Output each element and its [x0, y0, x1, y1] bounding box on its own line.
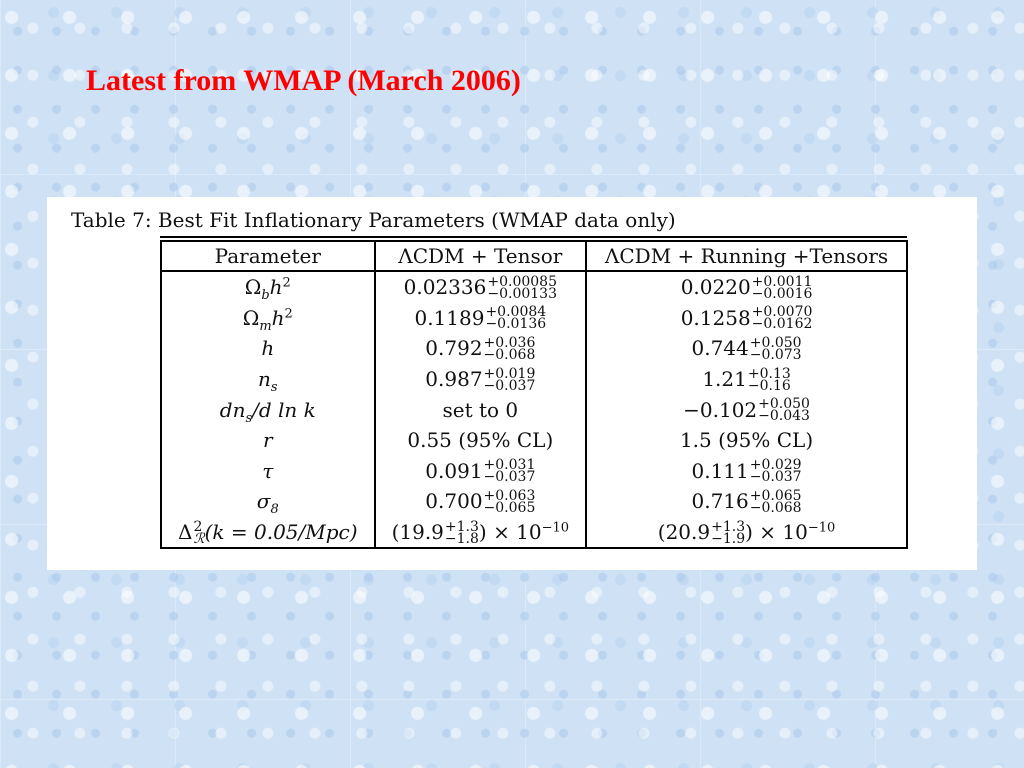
table-row: [161, 517, 907, 549]
cell-lcdm-tensor: [375, 303, 587, 334]
value-upper-error: +0.019: [483, 365, 536, 382]
cell-lcdm-running-tensors: [586, 486, 907, 517]
value-upper-error: +0.13: [747, 365, 791, 382]
value-lower-error: −1.9: [711, 530, 746, 547]
cell-parameter: [161, 271, 375, 303]
value-lower-error: −0.00133: [487, 285, 557, 302]
value-uncertainty: [749, 487, 802, 516]
cell-lcdm-tensor: [375, 517, 587, 549]
header-lcdm-tensor: ΛCDM + Tensor: [375, 241, 587, 271]
table-row: [161, 333, 907, 364]
value-prefix: (20.9: [657, 520, 711, 545]
value-text: 1.5 (95% CL): [679, 428, 814, 453]
param-symbol: r: [262, 428, 273, 453]
value-upper-error: +0.00085: [487, 273, 557, 290]
value-upper-error: +1.3: [711, 518, 746, 535]
cell-lcdm-tensor: [375, 456, 587, 487]
parameters-table: [160, 240, 908, 549]
header-lcdm-running-tensors: ΛCDM + Running +Tensors: [586, 241, 907, 271]
param-superscript: 2: [193, 518, 203, 535]
value-prefix: (19.9: [391, 520, 444, 545]
value-lower-error: −0.043: [758, 408, 810, 425]
value-upper-error: +0.065: [749, 487, 802, 504]
value-lower-error: −0.068: [749, 499, 802, 516]
cell-lcdm-tensor: [375, 271, 587, 303]
table-row: [161, 271, 907, 303]
cell-parameter: [161, 364, 375, 395]
param-subscript: ℛ: [193, 530, 205, 547]
value-upper-error: +0.029: [749, 457, 802, 474]
table-row: [161, 456, 907, 487]
param-subscript: s: [270, 380, 278, 396]
value-lower-error: −0.065: [483, 499, 536, 516]
value-lower-error: −0.0162: [751, 316, 813, 333]
value-suffix: ) × 10: [745, 520, 808, 545]
value-lower-error: −0.0016: [751, 285, 813, 302]
value-central: 0.716: [691, 489, 749, 514]
table-row: [161, 364, 907, 395]
value-uncertainty: [444, 518, 479, 547]
cell-parameter: [161, 486, 375, 517]
value-central: −0.102: [683, 397, 758, 422]
param-rest: h: [271, 305, 285, 330]
value-lower-error: −0.073: [749, 346, 802, 363]
table-caption: Table 7: Best Fit Inflationary Parameters (WMAP data only): [71, 208, 676, 232]
value-central: 0.091: [425, 458, 483, 483]
cell-parameter: [161, 517, 375, 549]
cell-parameter: [161, 456, 375, 487]
value-upper-error: +0.050: [758, 396, 810, 413]
param-subscript: m: [259, 318, 272, 334]
value-lower-error: −0.16: [747, 377, 791, 394]
param-rest: (k = 0.05/Mpc): [204, 520, 358, 545]
cell-lcdm-tensor: [375, 394, 587, 425]
value-lower-error: −0.068: [483, 346, 536, 363]
value-uncertainty: [711, 518, 746, 547]
value-uncertainty: [483, 487, 536, 516]
param-symbol: Ω: [242, 305, 260, 330]
value-central: 0.0220: [680, 275, 751, 300]
value-upper-error: +0.0084: [485, 304, 547, 321]
param-symbol: Ω: [244, 275, 262, 300]
value-lower-error: −0.037: [483, 469, 536, 486]
value-uncertainty: [749, 457, 802, 486]
cell-parameter: [161, 333, 375, 364]
value-exponent: −10: [807, 520, 836, 536]
param-subscript: b: [261, 288, 270, 304]
value-exponent: −10: [541, 520, 570, 536]
value-uncertainty: [483, 457, 536, 486]
value-upper-error: +0.036: [483, 334, 536, 351]
param-subscript: s: [245, 410, 253, 426]
value-uncertainty: [751, 273, 813, 302]
cell-lcdm-running-tensors: [586, 517, 907, 549]
value-central: 0.744: [691, 336, 749, 361]
param-subscript: 8: [270, 502, 279, 518]
table-row: [161, 394, 907, 425]
param-symbol: τ: [262, 458, 274, 483]
cell-parameter: [161, 425, 375, 456]
value-central: 0.1258: [680, 305, 751, 330]
cell-lcdm-tensor: [375, 425, 587, 456]
value-uncertainty: [751, 304, 813, 333]
table-row: [161, 486, 907, 517]
param-superscript: 2: [284, 306, 293, 322]
value-text: 0.55 (95% CL): [407, 428, 554, 453]
cell-lcdm-running-tensors: [586, 271, 907, 303]
value-central: 0.111: [691, 458, 749, 483]
value-lower-error: −1.8: [444, 530, 479, 547]
cell-lcdm-running-tensors: [586, 425, 907, 456]
param-symbol: dn: [219, 397, 246, 422]
cell-parameter: [161, 394, 375, 425]
cell-lcdm-running-tensors: [586, 303, 907, 334]
table-row: [161, 425, 907, 456]
param-rest: /d ln k: [252, 397, 316, 422]
value-uncertainty: [749, 334, 802, 363]
value-upper-error: +0.050: [749, 334, 802, 351]
table-body: [161, 271, 907, 548]
value-central: 0.700: [425, 489, 483, 514]
header-parameter: Parameter: [161, 241, 375, 271]
value-uncertainty: [758, 396, 810, 425]
table-header-row: [161, 241, 907, 271]
value-uncertainty: [747, 365, 791, 394]
value-lower-error: −0.0136: [485, 316, 547, 333]
value-text: set to 0: [442, 397, 519, 422]
table-panel: [47, 197, 977, 570]
table-row: [161, 303, 907, 334]
cell-lcdm-tensor: [375, 364, 587, 395]
param-rest: h: [269, 275, 283, 300]
cell-lcdm-tensor: [375, 486, 587, 517]
value-uncertainty: [483, 334, 536, 363]
value-lower-error: −0.037: [749, 469, 802, 486]
cell-parameter: [161, 303, 375, 334]
cell-lcdm-running-tensors: [586, 394, 907, 425]
value-central: 1.21: [702, 367, 747, 392]
cell-lcdm-running-tensors: [586, 364, 907, 395]
value-upper-error: +0.063: [483, 487, 536, 504]
value-central: 0.792: [425, 336, 483, 361]
value-suffix: ) × 10: [478, 520, 542, 545]
value-uncertainty: [487, 273, 557, 302]
cell-lcdm-tensor: [375, 333, 587, 364]
value-central: 0.987: [425, 367, 483, 392]
param-symbol: h: [261, 336, 275, 361]
value-central: 0.02336: [403, 275, 487, 300]
value-upper-error: +0.031: [483, 457, 536, 474]
param-scripts: [193, 518, 205, 547]
cell-lcdm-running-tensors: [586, 333, 907, 364]
value-uncertainty: [485, 304, 547, 333]
value-upper-error: +0.0011: [751, 273, 813, 290]
table-top-rule: [160, 236, 907, 238]
value-upper-error: +0.0070: [751, 304, 813, 321]
value-uncertainty: [483, 365, 536, 394]
value-upper-error: +1.3: [444, 518, 479, 535]
param-superscript: 2: [282, 275, 291, 291]
param-symbol: σ: [256, 489, 271, 514]
value-lower-error: −0.037: [483, 377, 536, 394]
slide-title: Latest from WMAP (March 2006): [86, 64, 521, 97]
cell-lcdm-running-tensors: [586, 456, 907, 487]
value-central: 0.1189: [414, 305, 485, 330]
param-symbol: n: [257, 367, 271, 392]
param-symbol: Δ: [177, 520, 193, 545]
